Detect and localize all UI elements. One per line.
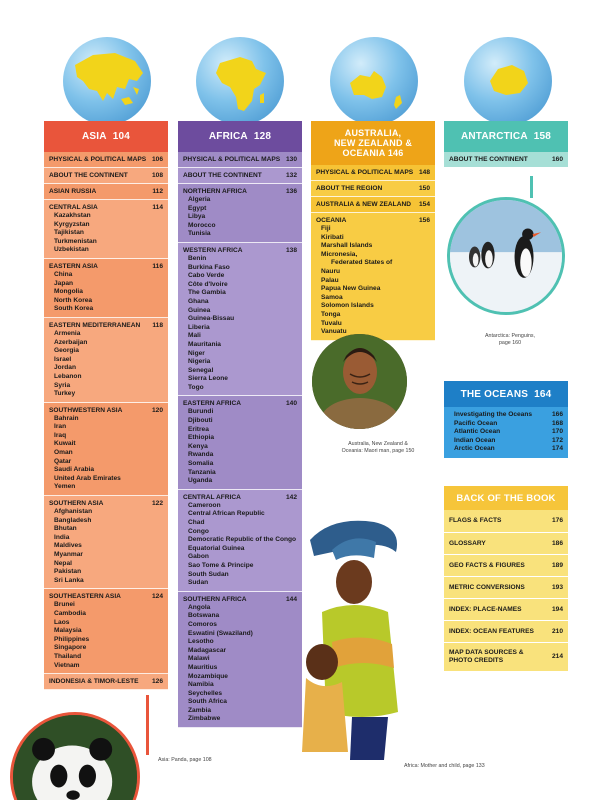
australia-caption [333,441,423,455]
africa-title: AFRICA [208,131,248,142]
ocean-item[interactable] [454,428,563,437]
africa-country-list [183,502,297,588]
country-item: Iran [54,423,67,431]
country-item: Lesotho [188,638,214,646]
ocean-page: 172 [551,436,563,444]
section-page: 140 [285,400,297,408]
country-item: Bahrain [54,414,79,422]
country-item: Syria [54,381,71,389]
back-item-page: 176 [551,517,563,524]
country-item: Azerbaijan [54,338,88,346]
country-item: Madagascar [188,646,227,654]
country-item: Turkmenistan [54,237,97,245]
country-item: Gabon [188,553,209,561]
africa-globe [196,37,284,125]
country-item: Kenya [188,442,208,450]
africa-section-title [183,494,297,502]
asia-section-title [49,593,163,601]
asia-section[interactable] [44,168,168,184]
back-item[interactable] [444,532,568,554]
country-item: South Africa [188,698,227,706]
australia-title-line2: NEW ZEALAND & [333,138,413,148]
australia-section[interactable] [311,197,435,213]
section-title-text: SOUTHWESTERN ASIA [49,406,123,414]
section-page: 148 [418,169,430,176]
ocean-page: 168 [551,419,563,427]
section-title-text: PHYSICAL & POLITICAL MAPS [49,156,147,163]
back-of-book-panel [444,486,568,671]
asia-section[interactable] [44,318,168,403]
asia-section-title [49,204,163,212]
country-item: Tajikistan [54,229,84,237]
back-item[interactable] [444,642,568,671]
penguin-icon [450,200,562,312]
country-item: Zimbabwe [188,715,221,723]
back-item-label: GLOSSARY [449,539,486,547]
australia-title-line1: AUSTRALIA, [344,128,402,138]
country-item: Niger [188,349,205,357]
section-page: 106 [151,156,163,163]
country-item: North Korea [54,296,93,304]
section-title-text: EASTERN AFRICA [183,400,242,408]
country-item: Brunei [54,601,75,609]
country-item: Solomon Islands [321,302,374,310]
section-title-text: OCEANIA [316,217,347,224]
section-title-text: ABOUT THE CONTINENT [183,172,262,179]
asia-title: ASIA [82,131,107,142]
asia-country-list [49,330,163,399]
oceans-page: 164 [534,388,552,400]
country-item: Cameroon [188,501,221,509]
africa-section[interactable] [178,396,302,489]
asia-header[interactable] [44,121,168,152]
back-item[interactable] [444,554,568,576]
australia-section[interactable] [311,213,435,341]
africa-country-list [183,255,297,393]
section-page: 126 [151,678,163,686]
country-item: Burkina Faso [188,263,230,271]
country-item: China [54,270,73,278]
country-item: Malaysia [54,627,82,635]
country-item: Lebanon [54,372,82,380]
country-item: Liberia [188,323,210,331]
country-item: Togo [188,383,204,391]
ocean-label: Indian Ocean [454,436,496,444]
country-item: Cambodia [54,609,86,617]
ocean-item[interactable] [454,437,563,446]
section-title-text: WESTERN AFRICA [183,246,243,254]
back-item-label: METRIC CONVERSIONS [449,583,525,591]
country-item: Afghanistan [54,508,93,516]
section-title-text: ASIAN RUSSIA [49,188,97,195]
antarctica-section[interactable] [444,152,568,167]
back-item[interactable] [444,620,568,642]
africa-section[interactable] [178,184,302,243]
country-item: Botswana [188,612,220,620]
antarctica-title: ANTARCTICA [460,131,528,142]
australia-caption-line1: Australia, New Zealand & [348,441,408,447]
africa-caption: Africa: Mother and child, page 133 [404,763,485,769]
section-page: 136 [285,188,297,195]
asia-country-list [49,601,163,670]
africa-section[interactable] [178,152,302,168]
oceans-list [444,407,568,458]
oceans-title: THE OCEANS [460,388,529,400]
country-item: Kiribati [321,233,344,241]
country-item: Japan [54,279,74,287]
asia-section-title [49,407,163,415]
africa-section[interactable] [178,168,302,184]
country-item: Burundi [188,408,214,416]
country-item: Angola [188,603,211,611]
africa-country-list [183,408,297,485]
section-title-text: ABOUT THE CONTINENT [49,172,128,179]
country-item: Georgia [54,347,79,355]
country-item: Djibouti [188,417,213,425]
africa-country-list [183,196,297,239]
maori-man-icon [312,334,407,429]
back-item-label: MAP DATA SOURCES & PHOTO CREDITS [449,649,524,664]
country-item: Côte d'Ivoire [188,280,228,288]
africa-section-title [183,156,297,164]
australia-section-title [316,217,430,225]
back-item-page: 210 [551,627,563,635]
country-item: Chad [188,519,205,526]
antarctica-column [444,121,568,167]
oceans-header[interactable] [444,381,568,407]
country-item: Micronesia, [321,250,358,258]
section-title-text: ABOUT THE REGION [316,185,383,192]
country-item: Papua New Guinea [321,285,381,293]
country-item: Kazakhstan [54,212,91,219]
country-item: Nigeria [188,358,211,366]
country-item: Singapore [54,644,87,652]
antarctica-connector [530,176,533,198]
section-page: 108 [151,172,163,179]
country-item: Ghana [188,297,209,305]
country-item: Namibia [188,681,214,689]
asia-section-title [49,322,163,330]
country-item: Armenia [54,329,81,337]
asia-section[interactable] [44,200,168,259]
country-item: Fiji [321,225,331,232]
australia-header[interactable] [311,121,435,165]
asia-section-title [49,172,163,180]
back-item-label: GEO FACTS & FIGURES [449,561,525,569]
back-item[interactable] [444,510,568,532]
panda-photo [10,712,140,800]
back-item[interactable] [444,576,568,598]
ocean-label: Arctic Ocean [454,445,495,453]
country-item: Nepal [54,559,72,567]
antarctica-header[interactable] [444,121,568,152]
country-item: Malawi [188,655,210,663]
africa-section[interactable] [178,490,302,592]
section-page: 114 [152,204,163,211]
ocean-label: Investigating the Oceans [454,411,533,418]
mother-child-photo [292,512,442,760]
country-item: Uganda [188,477,213,485]
back-item-label: FLAGS & FACTS [449,517,502,524]
asia-section[interactable] [44,589,168,674]
australia-section[interactable] [311,165,435,181]
africa-section-title [183,596,297,604]
africa-column [178,121,302,728]
country-item: Laos [54,618,70,626]
australia-map-icon [330,37,418,125]
country-item: Mozambique [188,672,228,680]
africa-section[interactable] [178,592,302,728]
country-item: Tanzania [188,468,216,476]
country-item: Tuvalu [321,319,342,327]
country-item: Democratic Republic of the Congo [188,536,297,544]
country-item: Bangladesh [54,516,92,524]
asia-section[interactable] [44,403,168,496]
asia-column [44,121,168,690]
section-page: 116 [152,262,163,270]
section-page: 120 [151,406,163,414]
country-item: Rwanda [188,451,214,459]
section-title-text: AUSTRALIA & NEW ZEALAND [316,201,411,208]
country-item: Congo [188,527,209,535]
country-item: Tonga [321,310,341,318]
country-item: South Sudan [188,570,229,578]
panda-icon [13,715,137,800]
country-item: Turkey [54,390,76,398]
country-item: Somalia [188,460,214,468]
country-item: Federated States of [331,259,393,267]
country-item: Libya [188,213,206,221]
asia-section[interactable] [44,496,168,589]
country-item: Mauritius [188,663,218,671]
africa-country-list [183,604,297,724]
australia-globe [330,37,418,125]
country-item: Iraq [54,431,67,439]
country-item: Cabo Verde [188,272,225,280]
australia-section-title [316,201,430,209]
africa-section-title [183,172,297,180]
australia-page: 146 [387,148,404,158]
asia-country-list [49,271,163,314]
section-page: 122 [151,500,163,508]
africa-section-title [183,247,297,255]
maori-man-photo [312,334,407,429]
section-page: 130 [285,156,297,163]
country-item: Myanmar [54,551,83,558]
country-item: Eritrea [188,425,209,433]
country-item: South Korea [54,305,94,313]
country-item: India [54,533,70,541]
country-item: The Gambia [188,289,226,297]
back-item-page: 194 [551,605,563,613]
country-item: Guinea [188,306,211,314]
country-item: Central African Republic [188,510,265,518]
asia-page: 104 [112,131,130,142]
antarctica-globe [464,37,552,125]
country-item: Guinea-Bissau [188,315,235,323]
antarctica-caption [470,333,550,347]
country-item: Tunisia [188,230,211,238]
country-item: Vanuatu [321,328,347,336]
africa-section[interactable] [178,243,302,397]
africa-section-title [183,400,297,408]
section-title-text: EASTERN ASIA [49,262,98,270]
section-page: 118 [152,321,163,329]
section-page: 150 [418,185,430,192]
back-item-label: INDEX: PLACE-NAMES [449,605,522,613]
ocean-page: 166 [551,411,563,418]
antarctica-caption-line1: Antarctica: Penguins, [484,333,536,339]
africa-map-icon [196,37,284,125]
back-item-page: 189 [551,561,563,569]
country-item: Equatorial Guinea [188,544,245,552]
country-item: Mongolia [54,288,83,296]
back-header[interactable] [444,486,568,510]
back-item-page: 214 [551,653,563,660]
country-item: United Arab Emirates [54,474,121,482]
australia-section[interactable] [311,181,435,197]
australia-country-list [316,225,430,337]
asia-section-title [49,678,163,686]
ocean-item[interactable] [454,420,563,429]
section-page: 124 [151,593,163,601]
country-item: Jordan [54,364,76,372]
country-item: Israel [54,355,72,363]
country-item: Sri Lanka [54,576,84,584]
asia-connector [146,695,149,755]
asia-country-list [49,508,163,585]
section-page: 160 [551,156,563,163]
country-item: Oman [54,449,73,457]
country-item: Benin [188,254,207,262]
country-item: Qatar [54,457,72,465]
country-item: Philippines [54,635,90,643]
country-item: Sudan [188,579,209,587]
country-item: Thailand [54,652,82,660]
africa-section-title [183,188,297,196]
country-item: Bhutan [54,525,77,533]
antarctica-page: 158 [533,131,552,142]
country-item: Comoros [188,620,217,628]
ocean-page: 174 [551,445,563,453]
back-item-page: 186 [551,539,563,547]
section-title-text: SOUTHERN ASIA [49,500,104,508]
africa-header[interactable] [178,121,302,152]
oceans-panel [444,381,568,458]
asia-section-title [49,500,163,508]
asia-section-title [49,263,163,271]
antarctica-map-icon [464,37,552,125]
section-page: 154 [418,201,430,208]
section-title-text: INDONESIA & TIMOR-LESTE [49,678,139,686]
antarctica-caption-line2: page 160 [498,340,522,346]
asia-section-title [49,188,163,196]
country-item: Vietnam [54,661,80,669]
penguin-photo [447,197,565,315]
asia-section[interactable] [44,184,168,200]
country-item: Uzbekistan [54,246,89,254]
back-item-label: INDEX: OCEAN FEATURES [449,627,534,635]
country-item: Algeria [188,196,211,203]
asia-section[interactable] [44,152,168,168]
section-page: 132 [285,172,297,179]
country-item: Maldives [54,542,82,550]
section-title-text: SOUTHEASTERN ASIA [49,593,121,601]
country-item: Morocco [188,221,216,229]
section-title-text: PHYSICAL & POLITICAL MAPS [316,169,414,176]
section-page: 112 [152,188,163,195]
country-item: Mauritania [188,340,221,348]
country-item: Yemen [54,483,76,491]
section-page: 156 [418,217,430,224]
section-title-text: EASTERN MEDITERRANEAN [49,321,141,329]
ocean-label: Atlantic Ocean [454,428,501,436]
country-item: Egypt [188,204,207,212]
australia-title-line3: OCEANIA [342,148,386,158]
country-item: Sierra Leone [188,375,228,383]
country-item: Marshall Islands [321,242,373,250]
country-item: Kuwait [54,440,76,448]
asia-country-list [49,415,163,492]
section-title-text: PHYSICAL & POLITICAL MAPS [183,156,281,163]
australia-caption-line2: Oceania: Maori man, page 150 [341,448,415,454]
section-title-text: CENTRAL AFRICA [183,493,241,501]
country-item: Kyrgyzstan [54,220,90,228]
mother-child-icon [292,512,442,760]
asia-globe [63,37,151,125]
country-item: Palau [321,276,339,284]
ocean-item[interactable] [454,445,563,454]
section-title-text: ABOUT THE CONTINENT [449,156,528,163]
asia-section[interactable] [44,674,168,690]
antarctica-section-title [449,156,563,164]
section-page: 144 [285,595,297,603]
country-item: Zambia [188,706,212,714]
country-item: Sao Tome & Principe [188,561,254,569]
ocean-item[interactable] [454,411,563,420]
section-title-text: NORTHERN AFRICA [183,188,247,195]
section-page: 142 [285,493,297,501]
asia-map-icon [63,37,151,125]
country-item: Pakistan [54,568,82,576]
section-title-text: CENTRAL ASIA [49,204,98,211]
asia-section[interactable] [44,259,168,318]
section-title-text: SOUTHERN AFRICA [183,595,247,603]
asia-caption: Asia: Panda, page 108 [158,757,212,763]
asia-country-list [49,212,163,255]
country-item: Ethiopia [188,434,215,442]
back-item-page: 193 [551,583,563,591]
back-title: BACK OF THE BOOK [456,492,556,504]
country-item: Samoa [321,293,343,301]
australia-section-title [316,185,430,193]
country-item: Saudi Arabia [54,466,95,474]
australia-section-title [316,169,430,177]
country-item: Senegal [188,366,214,374]
africa-page: 128 [253,131,272,142]
back-item[interactable] [444,598,568,620]
ocean-label: Pacific Ocean [454,419,498,427]
country-item: Eswatini (Swaziland) [188,629,253,637]
country-item: Nauru [321,267,341,275]
country-item: Mali [188,332,201,340]
ocean-page: 170 [551,428,563,436]
australia-column [311,121,435,341]
country-item: Seychelles [188,689,223,697]
section-page: 138 [285,246,297,254]
asia-section-title [49,156,163,164]
